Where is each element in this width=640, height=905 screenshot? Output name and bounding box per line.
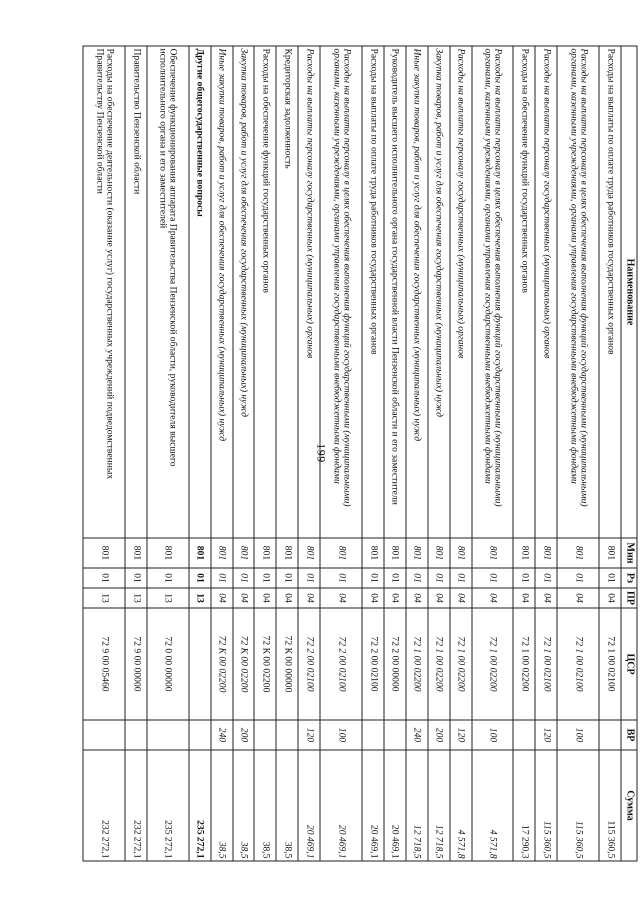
header-name: Наименование [621,46,637,538]
cell-vr [276,720,298,750]
cell-min: 801 [233,538,255,568]
cell-pr: 04 [384,588,406,608]
cell-sum: 17 290,3 [513,750,535,861]
cell-sum: 115 360,5 [535,750,557,861]
table-row [298,46,320,861]
cell-rz: 01 [472,568,514,588]
cell-rz: 01 [211,568,233,588]
cell-sum: 115 360,5 [599,750,621,861]
cell-name: Расходы на обеспечение деятельности (оказание услуг) государственных учреждений подведомственных Правительству Пензенской области [83,46,125,538]
cell-name: Другие общегосударственные вопросы [189,46,211,538]
cell-csr: 72 0 00 00000 [147,608,189,720]
cell-min: 801 [428,538,450,568]
page-number: 199 [314,443,329,463]
cell-csr: 72 1 00 02200 [428,608,450,720]
cell-csr: 72 2 00 02100 [298,608,320,720]
cell-rz: 01 [428,568,450,588]
cell-csr: 72 1 00 02100 [599,608,621,720]
cell-name: Расходы на выплаты персоналу государственных (муниципальных) органов [298,46,320,538]
cell-pr: 04 [298,588,320,608]
cell-csr: 72 2 00 02100 [320,608,362,720]
cell-vr [83,720,125,750]
cell-rz: 01 [384,568,406,588]
cell-sum: 20 469,1 [362,750,384,861]
header-vr: ВР [621,720,637,750]
cell-name: Расходы на выплаты по оплате труда работников государственных органов [362,46,384,538]
cell-min: 801 [83,538,125,568]
table-row [384,46,406,861]
cell-rz: 01 [513,568,535,588]
cell-name: Закупка товаров, работ и услуг для обеспечения государственных (муниципальных) нужд [233,46,255,538]
cell-vr [125,720,147,750]
table-row [535,46,557,861]
cell-csr: 72 1 00 02200 [513,608,535,720]
table-row [362,46,384,861]
cell-sum: 38,5 [255,750,277,861]
cell-csr: 72 К 00 00000 [276,608,298,720]
cell-csr: 72 К 00 02200 [255,608,277,720]
cell-rz: 01 [189,568,211,588]
cell-sum: 20 469,1 [320,750,362,861]
cell-name: Расходы на выплаты персоналу в целях обеспечения выполнения функций государственными (муниципальными) органами, казенными учреждениями, органами управления государственными внебюджетными фондами [557,46,599,538]
cell-name: Обеспечение функционирования аппарата Правительства Пензенской области, руководителя высшего исполнительного органа и его заместителей [147,46,189,538]
cell-rz: 01 [83,568,125,588]
cell-name: Руководитель высшего исполнительного органа государственной власти Пензенской области и его заместители [384,46,406,538]
cell-rz: 01 [406,568,428,588]
table-row [450,46,472,861]
cell-min: 801 [320,538,362,568]
cell-min: 801 [472,538,514,568]
cell-pr: 04 [276,588,298,608]
cell-sum: 115 360,5 [557,750,599,861]
header-rz: Рз [621,568,637,588]
cell-name: Иные закупки товаров, работ и услуг для обеспечения государственных (муниципальных) нужд [211,46,233,538]
cell-pr: 04 [255,588,277,608]
table-body [83,46,621,861]
cell-vr: 120 [535,720,557,750]
table-row [557,46,599,861]
cell-min: 801 [125,538,147,568]
cell-sum: 38,5 [211,750,233,861]
cell-name: Расходы на обеспечение функций государственных органов [513,46,535,538]
cell-pr: 04 [362,588,384,608]
table-row [513,46,535,861]
cell-vr: 120 [298,720,320,750]
cell-pr: 04 [599,588,621,608]
table-row [255,46,277,861]
cell-min: 801 [535,538,557,568]
cell-vr: 240 [406,720,428,750]
cell-pr: 04 [450,588,472,608]
cell-min: 801 [513,538,535,568]
cell-sum: 235 272,1 [189,750,211,861]
cell-vr [147,720,189,750]
cell-csr: 72 К 00 02200 [211,608,233,720]
table-header-row [621,46,637,861]
cell-rz: 01 [362,568,384,588]
cell-pr: 13 [147,588,189,608]
cell-min: 801 [276,538,298,568]
cell-pr: 04 [211,588,233,608]
cell-vr [189,720,211,750]
cell-pr: 04 [472,588,514,608]
cell-sum: 4 571,8 [450,750,472,861]
cell-rz: 01 [125,568,147,588]
cell-sum: 232 272,1 [83,750,125,861]
budget-table-container [83,46,638,861]
cell-vr [255,720,277,750]
cell-min: 801 [450,538,472,568]
cell-pr: 04 [513,588,535,608]
cell-name: Кредиторская задолженность [276,46,298,538]
cell-pr: 04 [535,588,557,608]
cell-rz: 01 [276,568,298,588]
cell-name: Расходы на выплаты по оплате труда работников государственных органов [599,46,621,538]
table-row [406,46,428,861]
table-row [428,46,450,861]
cell-vr: 120 [450,720,472,750]
cell-pr: 04 [406,588,428,608]
cell-pr: 04 [428,588,450,608]
cell-sum: 12 718,5 [406,750,428,861]
cell-rz: 01 [599,568,621,588]
cell-vr [513,720,535,750]
cell-csr [189,608,211,720]
cell-min: 801 [147,538,189,568]
cell-min: 801 [189,538,211,568]
cell-sum: 12 718,5 [428,750,450,861]
table-row [472,46,514,861]
cell-pr: 04 [557,588,599,608]
table-row [125,46,147,861]
cell-vr [362,720,384,750]
cell-csr: 72 2 00 00000 [384,608,406,720]
header-min: Мин [621,538,637,568]
cell-sum: 235 272,1 [147,750,189,861]
cell-rz: 01 [255,568,277,588]
cell-name: Расходы на выплаты персоналу государственных (муниципальных) органов [450,46,472,538]
header-csr: ЦСР [621,608,637,720]
cell-vr: 100 [557,720,599,750]
cell-pr: 13 [125,588,147,608]
cell-min: 801 [406,538,428,568]
cell-csr: 72 1 00 02200 [406,608,428,720]
table-row [599,46,621,861]
table-row [320,46,362,861]
cell-pr: 13 [189,588,211,608]
cell-csr: 72 1 00 02100 [535,608,557,720]
cell-csr: 72 1 00 02200 [450,608,472,720]
cell-name: Расходы на обеспечение функций государственных органов [255,46,277,538]
cell-pr: 13 [83,588,125,608]
cell-vr [599,720,621,750]
table-row [211,46,233,861]
cell-rz: 01 [233,568,255,588]
cell-min: 801 [384,538,406,568]
table-row [147,46,189,861]
cell-name: Иные закупки товаров, работ и услуг для обеспечения государственных (муниципальных) нужд [406,46,428,538]
cell-vr: 100 [472,720,514,750]
cell-sum: 20 469,1 [384,750,406,861]
cell-min: 801 [255,538,277,568]
header-sum: Сумма [621,750,637,861]
cell-min: 801 [298,538,320,568]
cell-vr: 200 [233,720,255,750]
table-row [233,46,255,861]
table-row [83,46,125,861]
cell-sum: 4 571,8 [472,750,514,861]
cell-min: 801 [557,538,599,568]
cell-min: 801 [211,538,233,568]
cell-csr: 72 2 00 02100 [362,608,384,720]
cell-pr: 04 [233,588,255,608]
cell-vr: 240 [211,720,233,750]
header-pr: ПР [621,588,637,608]
cell-sum: 20 469,1 [298,750,320,861]
cell-csr: 72 1 00 02200 [472,608,514,720]
cell-rz: 01 [298,568,320,588]
budget-table [83,46,638,862]
table-row [189,46,211,861]
cell-csr: 72 К 00 02200 [233,608,255,720]
cell-rz: 01 [320,568,362,588]
cell-sum: 232 272,1 [125,750,147,861]
cell-rz: 01 [557,568,599,588]
cell-sum: 38,5 [276,750,298,861]
cell-name: Расходы на выплаты персоналу государственных (муниципальных) органов [535,46,557,538]
cell-min: 801 [362,538,384,568]
cell-pr: 04 [320,588,362,608]
cell-name: Правительство Пензенской области [125,46,147,538]
cell-rz: 01 [147,568,189,588]
table-row [276,46,298,861]
cell-name: Закупка товаров, работ и услуг для обеспечения государственных (муниципальных) нужд [428,46,450,538]
cell-vr: 100 [320,720,362,750]
cell-rz: 01 [535,568,557,588]
cell-name: Расходы на выплаты персоналу в целях обеспечения выполнения функций государственными (муниципальными) органами, казенными учреждениями, органами управления государственными внебюджетными фондами [472,46,514,538]
cell-rz: 01 [450,568,472,588]
cell-vr [384,720,406,750]
cell-csr: 72 1 00 02100 [557,608,599,720]
cell-min: 801 [599,538,621,568]
cell-csr: 72 9 00 00000 [125,608,147,720]
cell-sum: 38,5 [233,750,255,861]
cell-name: Расходы на выплаты персоналу в целях обеспечения выполнения функций государственными (муниципальными) органами, казенными учреждениями, органами управления государственными внебюджетными фондами [320,46,362,538]
cell-vr: 200 [428,720,450,750]
cell-csr: 72 9 00 05460 [83,608,125,720]
